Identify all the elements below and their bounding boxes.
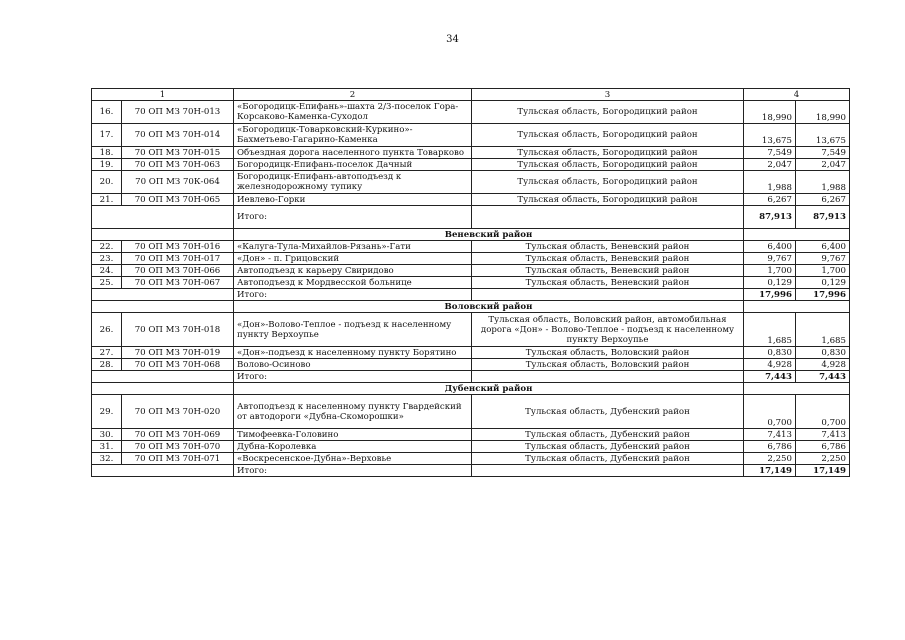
row-number: 32.	[92, 453, 122, 465]
length-value-total: 7,413	[796, 429, 850, 441]
length-value-total: 9,767	[796, 253, 850, 265]
page-number: 34	[446, 34, 459, 45]
road-name: Дубна-Королевка	[234, 441, 472, 453]
column-header: 3	[472, 89, 744, 101]
table-row	[92, 453, 850, 465]
road-name: Тимофеевка-Головино	[234, 429, 472, 441]
length-value-total: 0,129	[796, 277, 850, 289]
total-value: 87,913	[744, 206, 796, 229]
total-value-sum: 87,913	[796, 206, 850, 229]
table-row	[92, 395, 850, 429]
length-value: 4,928	[744, 359, 796, 371]
road-code: 70 ОП МЗ 70Н-068	[122, 359, 234, 371]
road-location: Тульская область, Воловский район	[472, 347, 744, 359]
road-name: «Богородицк-Епифань»-шахта 2/3-поселок Гора-Корсаково-Каменка-Суходол	[234, 101, 472, 124]
total-row	[92, 465, 850, 477]
row-number: 25.	[92, 277, 122, 289]
road-code: 70 ОП МЗ 70Н-016	[122, 241, 234, 253]
road-name: Автоподъезд к Мордвесской больнице	[234, 277, 472, 289]
length-value-total: 1,700	[796, 265, 850, 277]
road-code: 70 ОП МЗ 70Н-067	[122, 277, 234, 289]
road-name: «Дон» - п. Грицовский	[234, 253, 472, 265]
road-code: 70 ОП МЗ 70Н-014	[122, 124, 234, 147]
road-location: Тульская область, Богородицкий район	[472, 147, 744, 159]
road-location: Тульская область, Веневский район	[472, 277, 744, 289]
empty-cell	[92, 465, 234, 477]
district-title: Воловский район	[234, 301, 744, 313]
empty-cell	[744, 383, 850, 395]
road-location: Тульская область, Дубенский район	[472, 429, 744, 441]
table-row	[92, 241, 850, 253]
empty-cell	[472, 289, 744, 301]
empty-cell	[92, 289, 234, 301]
road-location: Тульская область, Дубенский район	[472, 441, 744, 453]
table-row	[92, 441, 850, 453]
empty-cell	[92, 371, 234, 383]
column-header: 4	[744, 89, 850, 101]
road-location: Тульская область, Богородицкий район	[472, 101, 744, 124]
length-value-total: 2,250	[796, 453, 850, 465]
length-value: 7,413	[744, 429, 796, 441]
length-value: 0,129	[744, 277, 796, 289]
table-row	[92, 101, 850, 124]
road-code: 70 ОП МЗ 70Н-019	[122, 347, 234, 359]
empty-cell	[472, 206, 744, 229]
length-value-total: 6,400	[796, 241, 850, 253]
empty-cell	[744, 301, 850, 313]
road-location: Тульская область, Веневский район	[472, 253, 744, 265]
road-name: Автоподъезд к населенному пункту Гвардейский от автодороги «Дубна-Скоморошки»	[234, 395, 472, 429]
road-name: «Дон»-подъезд к населенному пункту Борятино	[234, 347, 472, 359]
row-number: 16.	[92, 101, 122, 124]
district-header-row	[92, 383, 850, 395]
empty-cell	[472, 371, 744, 383]
road-code: 70 ОП МЗ 70Н-020	[122, 395, 234, 429]
road-location: Тульская область, Веневский район	[472, 241, 744, 253]
length-value-total: 0,700	[796, 395, 850, 429]
length-value-total: 7,549	[796, 147, 850, 159]
road-location: Тульская область, Дубенский район	[472, 453, 744, 465]
length-value: 7,549	[744, 147, 796, 159]
table-row	[92, 147, 850, 159]
row-number: 26.	[92, 313, 122, 347]
length-value-total: 0,830	[796, 347, 850, 359]
road-name: Иевлево-Горки	[234, 194, 472, 206]
road-code: 70 ОП МЗ 70Н-066	[122, 265, 234, 277]
length-value: 0,700	[744, 395, 796, 429]
total-value-sum: 17,996	[796, 289, 850, 301]
length-value-total: 1,685	[796, 313, 850, 347]
empty-cell	[744, 229, 850, 241]
length-value: 6,400	[744, 241, 796, 253]
road-code: 70 ОП МЗ 70Н-069	[122, 429, 234, 441]
length-value-total: 2,047	[796, 159, 850, 171]
row-number: 23.	[92, 253, 122, 265]
road-code: 70 ОП МЗ 70Н-071	[122, 453, 234, 465]
length-value-total: 1,988	[796, 171, 850, 194]
row-number: 30.	[92, 429, 122, 441]
table-row	[92, 124, 850, 147]
row-number: 24.	[92, 265, 122, 277]
row-number: 20.	[92, 171, 122, 194]
table-row	[92, 359, 850, 371]
length-value-total: 18,990	[796, 101, 850, 124]
road-code: 70 ОП МЗ 70К-064	[122, 171, 234, 194]
table-row	[92, 313, 850, 347]
length-value: 18,990	[744, 101, 796, 124]
road-location: Тульская область, Воловский район, автомобильная дорога «Дон» - Волово-Теплое - подъезд к населенному пункту Верхоупье	[472, 313, 744, 347]
length-value: 1,988	[744, 171, 796, 194]
empty-cell	[92, 229, 234, 241]
total-value: 7,443	[744, 371, 796, 383]
road-code: 70 ОП МЗ 70Н-017	[122, 253, 234, 265]
road-code: 70 ОП МЗ 70Н-063	[122, 159, 234, 171]
road-name: Богородицк-Епифань-поселок Дачный	[234, 159, 472, 171]
road-location: Тульская область, Богородицкий район	[472, 194, 744, 206]
length-value: 13,675	[744, 124, 796, 147]
total-label: Итого:	[234, 371, 472, 383]
total-value-sum: 7,443	[796, 371, 850, 383]
table-row	[92, 265, 850, 277]
road-location: Тульская область, Дубенский район	[472, 395, 744, 429]
length-value: 6,786	[744, 441, 796, 453]
row-number: 19.	[92, 159, 122, 171]
road-name: «Богородицк-Товарковский-Куркино»-Бахметьево-Гагарино-Каменка	[234, 124, 472, 147]
total-row	[92, 289, 850, 301]
row-number: 21.	[92, 194, 122, 206]
road-location: Тульская область, Богородицкий район	[472, 159, 744, 171]
district-title: Дубенский район	[234, 383, 744, 395]
empty-cell	[92, 301, 234, 313]
length-value: 1,685	[744, 313, 796, 347]
row-number: 22.	[92, 241, 122, 253]
table-row	[92, 347, 850, 359]
total-row	[92, 206, 850, 229]
length-value-total: 6,786	[796, 441, 850, 453]
length-value: 2,047	[744, 159, 796, 171]
total-value: 17,996	[744, 289, 796, 301]
length-value: 9,767	[744, 253, 796, 265]
row-number: 29.	[92, 395, 122, 429]
road-name: «Дон»-Волово-Теплое - подъезд к населенному пункту Верхоупье	[234, 313, 472, 347]
row-number: 31.	[92, 441, 122, 453]
length-value: 6,267	[744, 194, 796, 206]
empty-cell	[472, 465, 744, 477]
road-code: 70 ОП МЗ 70Н-070	[122, 441, 234, 453]
row-number: 28.	[92, 359, 122, 371]
road-name: «Калуга-Тула-Михайлов-Рязань»-Гати	[234, 241, 472, 253]
column-header: 1	[92, 89, 234, 101]
road-code: 70 ОП МЗ 70Н-013	[122, 101, 234, 124]
road-name: Волово-Осиново	[234, 359, 472, 371]
road-location: Тульская область, Богородицкий район	[472, 124, 744, 147]
table-row	[92, 194, 850, 206]
road-code: 70 ОП МЗ 70Н-015	[122, 147, 234, 159]
road-name: Автоподъезд к карьеру Свиридово	[234, 265, 472, 277]
table-row	[92, 253, 850, 265]
total-label: Итого:	[234, 465, 472, 477]
length-value-total: 6,267	[796, 194, 850, 206]
column-header: 2	[234, 89, 472, 101]
length-value: 0,830	[744, 347, 796, 359]
road-code: 70 ОП МЗ 70Н-065	[122, 194, 234, 206]
road-location: Тульская область, Веневский район	[472, 265, 744, 277]
road-name: Богородицк-Епифань-автоподъезд к железнодорожному тупику	[234, 171, 472, 194]
road-code: 70 ОП МЗ 70Н-018	[122, 313, 234, 347]
district-header-row	[92, 301, 850, 313]
length-value-total: 13,675	[796, 124, 850, 147]
length-value: 1,700	[744, 265, 796, 277]
table-row	[92, 171, 850, 194]
table-row	[92, 159, 850, 171]
total-value: 17,149	[744, 465, 796, 477]
roads-table	[91, 88, 850, 477]
row-number: 27.	[92, 347, 122, 359]
empty-cell	[92, 383, 234, 395]
length-value-total: 4,928	[796, 359, 850, 371]
road-name: «Воскресенское-Дубна»-Верховье	[234, 453, 472, 465]
length-value: 2,250	[744, 453, 796, 465]
row-number: 17.	[92, 124, 122, 147]
row-number: 18.	[92, 147, 122, 159]
empty-cell	[92, 206, 234, 229]
total-row	[92, 371, 850, 383]
table-header-row	[92, 89, 850, 101]
total-value-sum: 17,149	[796, 465, 850, 477]
district-title: Веневский район	[234, 229, 744, 241]
table-row	[92, 277, 850, 289]
road-location: Тульская область, Воловский район	[472, 359, 744, 371]
district-header-row	[92, 229, 850, 241]
road-location: Тульская область, Богородицкий район	[472, 171, 744, 194]
total-label: Итого:	[234, 206, 472, 229]
table-row	[92, 429, 850, 441]
total-label: Итого:	[234, 289, 472, 301]
road-name: Объездная дорога населенного пункта Товарково	[234, 147, 472, 159]
